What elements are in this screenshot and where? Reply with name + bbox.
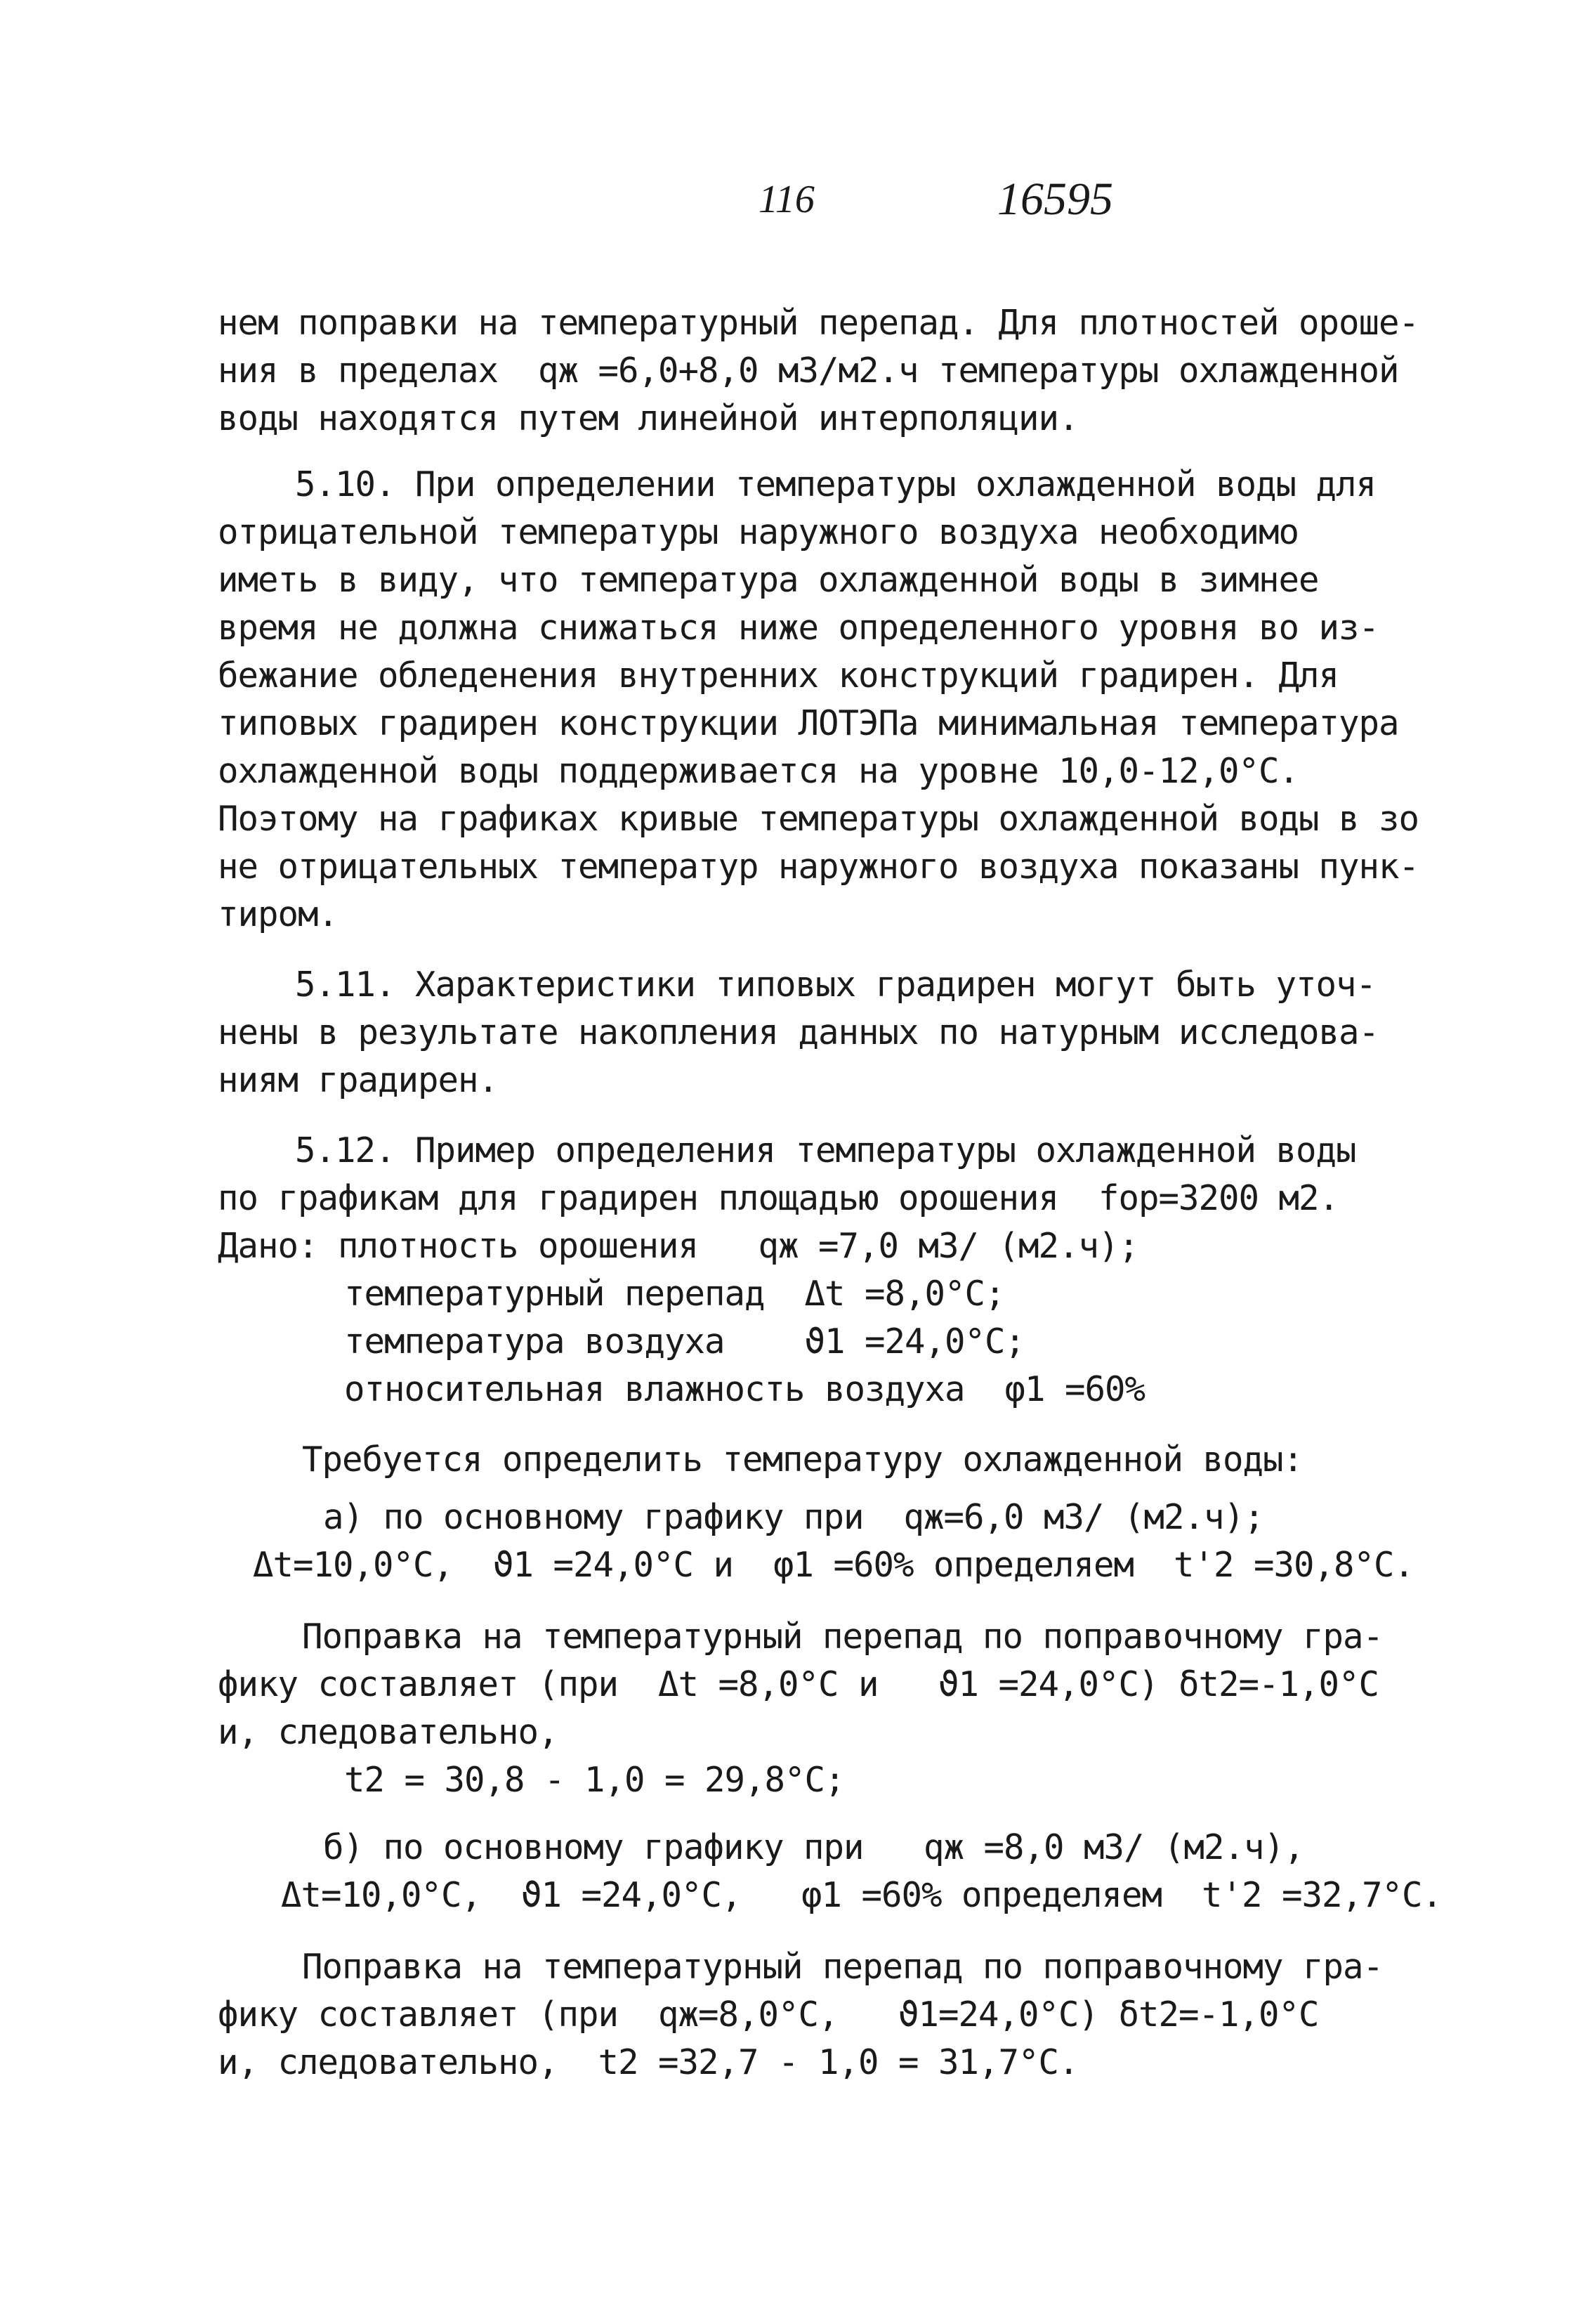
text-line: а) по основному графику при qж=6,0 м3/ (м2.ч); (323, 1497, 1264, 1537)
text-line: Δt=10,0°С, ϑ1 =24,0°С, φ1 =60% определяем t'2 =32,7°С. (281, 1875, 1443, 1915)
text-line: Требуется определить температуру охлажденной воды: (302, 1440, 1304, 1480)
text-line: и, следовательно, (218, 1712, 558, 1752)
text-line: Δt=10,0°С, ϑ1 =24,0°С и φ1 =60% определяем t'2 =30,8°С. (253, 1545, 1414, 1585)
text-line: нены в результате накопления данных по натурным исследова- (218, 1012, 1379, 1052)
text-line: нем поправки на температурный перепад. Для плотностей ороше- (218, 303, 1419, 343)
text-line: б) по основному графику при qж =8,0 м3/ (м2.ч), (323, 1827, 1304, 1867)
text-line: 5.11. Характеристики типовых градирен могут быть уточ- (295, 965, 1377, 1005)
text-line: и, следовательно, t2 =32,7 - 1,0 = 31,7°С. (218, 2042, 1079, 2082)
text-line: время не должна снижаться ниже определенного уровня во из- (218, 608, 1379, 648)
text-line: t2 = 30,8 - 1,0 = 29,8°С; (344, 1760, 845, 1800)
text-line: температура воздуха ϑ1 =24,0°С; (344, 1321, 1025, 1362)
page-number: 116 (759, 178, 815, 221)
text-line: бежание обледенения внутренних конструкций градирен. Для (218, 655, 1339, 696)
text-line: относительная влажность воздуха φ1 =60% (344, 1369, 1145, 1409)
document-number: 16595 (997, 174, 1113, 225)
text-line: по графикам для градирен площадью орошения fор=3200 м2. (218, 1178, 1339, 1218)
text-line: 5.10. При определении температуры охлажденной воды для (295, 464, 1377, 504)
text-line: тиром. (218, 894, 339, 934)
text-line: Поэтому на графиках кривые температуры охлажденной воды в зо (218, 799, 1419, 839)
text-line: охлажденной воды поддерживается на уровне 10,0-12,0°С. (218, 751, 1299, 791)
text-line: температурный перепад Δt =8,0°С; (344, 1274, 1005, 1314)
text-line: Поправка на температурный перепад по поправочному гра- (302, 1947, 1384, 1987)
text-line: воды находятся путем линейной интерполяции. (218, 398, 1079, 438)
text-line: типовых градирен конструкции ЛОТЭПа минимальная температура (218, 703, 1399, 743)
text-line: фику составляет (при qж=8,0°С, ϑ1=24,0°С) δt2=-1,0°С (218, 1995, 1319, 2035)
text-line: ниям градирен. (218, 1060, 499, 1100)
text-line: 5.12. Пример определения температуры охлажденной воды (295, 1130, 1356, 1170)
text-line: фику составляет (при Δt =8,0°С и ϑ1 =24,0°С) δt2=-1,0°С (218, 1664, 1379, 1704)
text-line: Дано: плотность орошения qж =7,0 м3/ (м2.ч); (218, 1226, 1139, 1266)
text-line: не отрицательных температур наружного воздуха показаны пунк- (218, 847, 1419, 887)
text-line: ния в пределах qж =6,0+8,0 м3/м2.ч температуры охлажденной (218, 351, 1399, 391)
text-line: отрицательной температуры наружного воздуха необходимо (218, 512, 1299, 552)
text-line: иметь в виду, что температура охлажденной воды в зимнее (218, 560, 1319, 600)
text-line: Поправка на температурный перепад по поправочному гра- (302, 1617, 1384, 1657)
page-header (0, 174, 1576, 233)
